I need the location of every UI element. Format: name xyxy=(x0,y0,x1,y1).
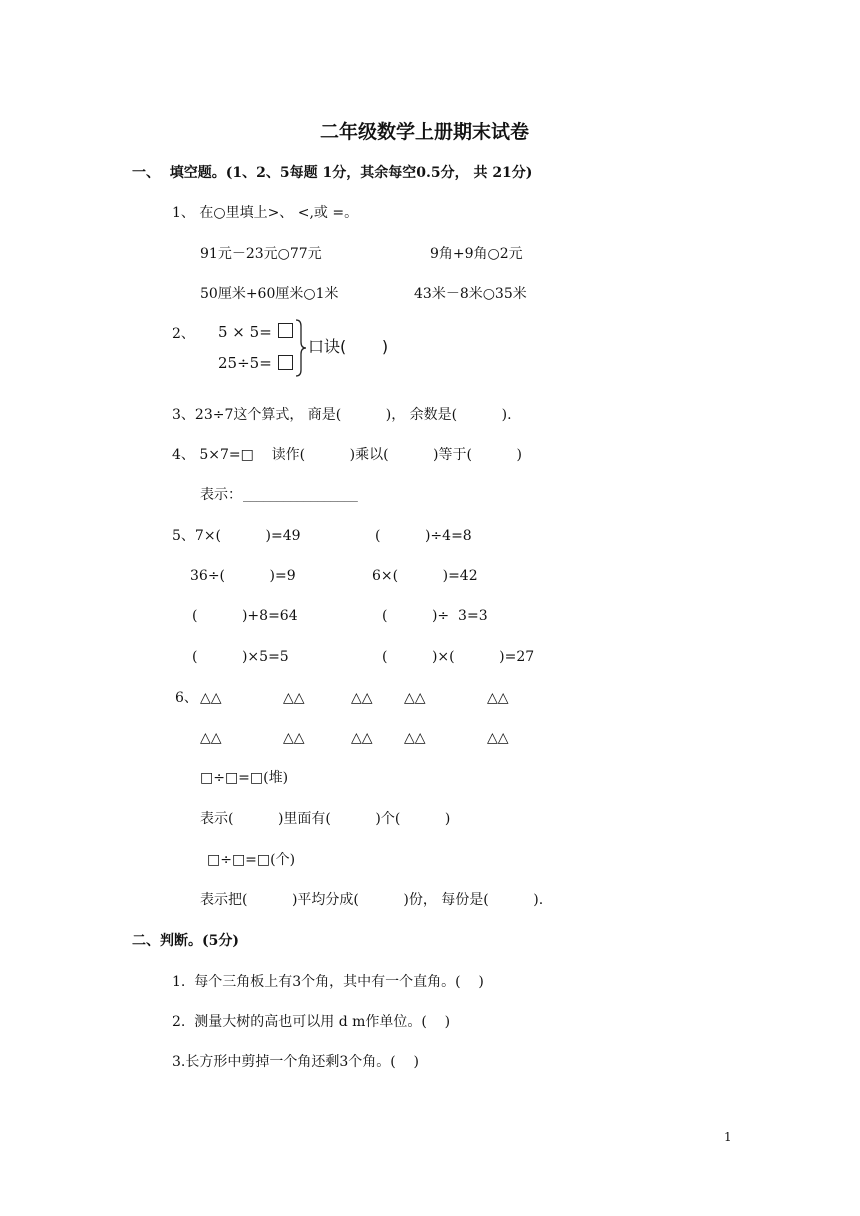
q6-equation-piles: □÷□=□(堆) xyxy=(200,770,289,786)
q5-r2-a: 36÷( )=9 xyxy=(190,568,296,584)
q1-label: 1、 在○里填上>、 <,或 =。 xyxy=(172,205,359,221)
q5-r3-a: ( )+8=64 xyxy=(192,608,298,624)
q6-number: 6、 xyxy=(175,690,198,706)
q4-line: 4、 5×7=□ 读作( )乘以( )等于( ) xyxy=(172,447,522,463)
page-number: 1 xyxy=(724,1130,732,1144)
section-1-heading: 一、 填空题。(1、2、5每题 1分，其余每空0.5分， 共 21分) xyxy=(132,165,533,181)
q1-row2-b: 43米－8米○35米 xyxy=(414,286,527,302)
q4-answer-blank: _________________ xyxy=(243,488,358,502)
triangle-pair: △△ xyxy=(404,730,426,746)
q2-number: 2、 xyxy=(172,326,195,342)
curly-brace xyxy=(294,318,308,378)
triangle-pair: △△ xyxy=(351,690,373,706)
judge-item-3: 3.长方形中剪掉一个角还剩3个角。( ) xyxy=(172,1054,419,1070)
q3: 3、23÷7这个算式， 商是( )， 余数是( ). xyxy=(172,407,512,423)
q6-means-2: 表示把( )平均分成( )份， 每份是( ). xyxy=(200,892,544,908)
judge-item-2: 2. 测量大树的高也可以用 d m作单位。( ) xyxy=(172,1014,451,1030)
triangle-pair: △△ xyxy=(487,730,509,746)
q5-r4-b: ( )×( )=27 xyxy=(382,649,535,665)
q2-line1: 5 × 5= xyxy=(218,323,272,341)
section-2-heading: 二、判断。(5分) xyxy=(132,933,239,949)
q5-r1-b: ( )÷4=8 xyxy=(375,528,472,544)
triangle-pair: △△ xyxy=(487,690,509,706)
page-title: 二年级数学上册期末试卷 xyxy=(320,121,530,143)
q6-equation-each: □÷□=□(个) xyxy=(207,852,296,868)
q2-line2: 25÷5= xyxy=(218,354,272,372)
answer-box-1 xyxy=(278,323,293,338)
answer-box-2 xyxy=(278,355,293,370)
triangle-pair: △△ xyxy=(351,730,373,746)
triangle-pair: △△ xyxy=(200,730,222,746)
q5-r2-b: 6×( )=42 xyxy=(372,568,478,584)
q5-r3-b: ( )÷ 3=3 xyxy=(382,608,488,624)
q5-r4-a: ( )×5=5 xyxy=(192,649,289,665)
q6-means-1: 表示( )里面有( )个( ) xyxy=(200,811,451,827)
q5-r1-a: 5、7×( )=49 xyxy=(172,528,301,544)
triangle-pair: △△ xyxy=(283,730,305,746)
judge-item-1: 1. 每个三角板上有3个角，其中有一个直角。( ) xyxy=(172,974,484,990)
q2-tail: 口诀( ) xyxy=(308,337,389,356)
q1-row1-b: 9角+9角○2元 xyxy=(430,246,523,262)
q1-row1-a: 91元－23元○77元 xyxy=(200,246,322,262)
triangle-pair: △△ xyxy=(200,690,222,706)
q1-row2-a: 50厘米+60厘米○1米 xyxy=(200,286,339,302)
q4-means-label: 表示： xyxy=(200,487,242,503)
triangle-pair: △△ xyxy=(283,690,305,706)
triangle-pair: △△ xyxy=(404,690,426,706)
